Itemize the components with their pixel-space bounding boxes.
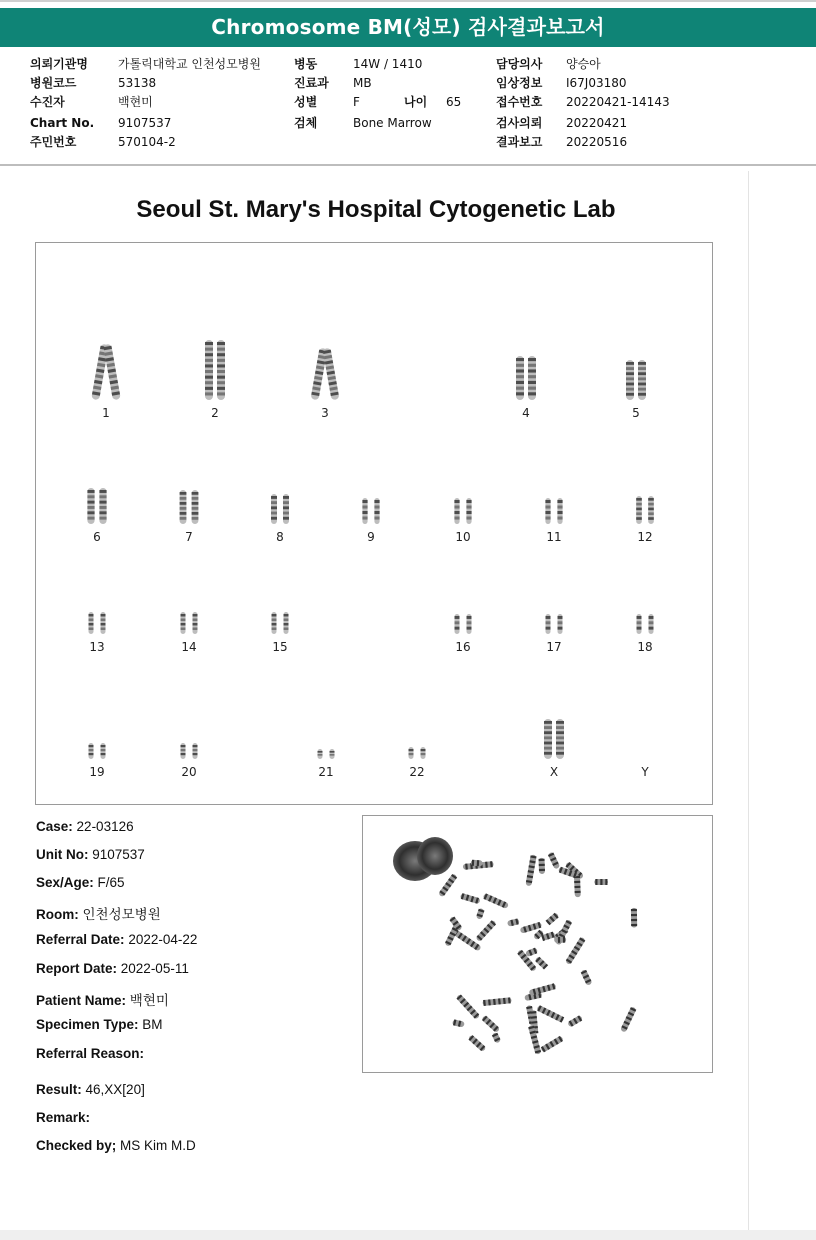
chromosome-pair-graphic (524, 699, 584, 759)
case-detail-label: Unit No: (36, 847, 89, 862)
chromosome-label: 14 (181, 640, 197, 654)
chromosome-label: 21 (318, 765, 334, 779)
remark-label: Remark: (36, 1110, 91, 1125)
chromatid (454, 498, 459, 524)
spread-chromosome (539, 858, 546, 874)
age-value: 65 (446, 95, 462, 109)
spread-chromosome (528, 1025, 542, 1055)
chromatid (284, 612, 289, 634)
info-label: 담당의사 (496, 57, 543, 71)
lab-title: Seoul St. Mary's Hospital Cytogenetic Lab (136, 196, 616, 223)
spread-chromosome (529, 983, 557, 996)
info-label: 병동 (294, 57, 318, 71)
checked-row (36, 1138, 196, 1153)
chromosome-pair-graphic (67, 464, 127, 524)
chromosome-pair-graphic (524, 574, 584, 634)
info-label: 결과보고 (496, 135, 543, 149)
case-detail-label: Case: (36, 819, 73, 834)
chromatid (557, 498, 562, 524)
chromatid (323, 348, 340, 400)
spread-chromosomes (438, 852, 637, 1055)
case-detail-row (36, 989, 169, 1009)
spread-chromosome (471, 860, 483, 867)
chromatid (638, 360, 646, 400)
info-label: 성별 (294, 95, 318, 109)
chromosome-pair-22 (387, 699, 447, 783)
chromatid (528, 356, 536, 400)
chromatid (103, 344, 121, 400)
spread-chromosome (547, 852, 560, 870)
info-value: 53138 (118, 76, 157, 90)
chromatid (87, 488, 94, 524)
chromosome-pair-graphic (76, 340, 136, 400)
spread-chromosome (534, 956, 548, 969)
chromosome-label: 1 (102, 406, 110, 420)
chromatid (193, 743, 198, 759)
info-value: F (353, 95, 360, 109)
info-label: 진료과 (294, 76, 329, 90)
chromosome-pair-graphic (250, 574, 310, 634)
result-row (36, 1082, 145, 1097)
spread-chromosome (475, 920, 496, 943)
chromosome-pair-graphic (615, 574, 675, 634)
metaphase-spread-image (362, 815, 713, 1073)
chromatid (89, 612, 94, 634)
spread-chromosome (525, 947, 538, 957)
chromosome-pair-graphic (185, 340, 245, 400)
chromatid (99, 488, 106, 524)
chromatid (101, 743, 106, 759)
info-column-1 (30, 55, 290, 152)
chromosome-label: Y (641, 765, 649, 779)
header-divider (0, 164, 816, 166)
spread-chromosome (476, 908, 485, 920)
info-value: 백현미 (118, 95, 153, 109)
chromosome-pair-7 (159, 464, 219, 548)
case-detail-value: 2022-05-11 (120, 961, 189, 976)
chromatid (362, 498, 367, 524)
chromosome-label: 2 (211, 406, 219, 420)
chromosome-pair-10 (433, 464, 493, 548)
info-label: 임상정보 (496, 76, 543, 90)
chromosome-pair-9 (341, 464, 401, 548)
chromosome-label: 10 (455, 530, 471, 544)
spread-chromosome (536, 1005, 564, 1023)
spread-chromosome (483, 893, 510, 909)
info-value: 20220516 (566, 135, 628, 149)
chromosome-pair-16 (433, 574, 493, 658)
spread-chromosome (525, 854, 536, 886)
info-value: MB (353, 76, 372, 90)
chromosome-label: 13 (89, 640, 105, 654)
chromatid (636, 496, 642, 524)
chromosome-pair-21 (296, 699, 356, 783)
chromosome-pair-y (615, 699, 675, 783)
chromatid (271, 494, 277, 524)
info-value: 20220421 (566, 116, 628, 130)
chromatid (455, 614, 460, 634)
chromatid (649, 614, 654, 634)
info-label: Chart No. (30, 116, 95, 130)
chromatid (626, 360, 634, 400)
info-label: 의뢰기관명 (30, 57, 88, 71)
chromatid (374, 498, 379, 524)
spread-chromosome (565, 936, 586, 965)
chromosome-label: 4 (522, 406, 530, 420)
chromosome-pair-15 (250, 574, 310, 658)
chromosome-pair-graphic (159, 464, 219, 524)
spread-chromosome (468, 1034, 487, 1052)
chromatid (217, 340, 225, 400)
info-value: 14W / 1410 (353, 57, 423, 71)
info-label: 수진자 (30, 95, 65, 109)
chromosome-label: 19 (89, 765, 105, 779)
chromosome-pair-14 (159, 574, 219, 658)
chromosome-pair-17 (524, 574, 584, 658)
chromatid (421, 747, 426, 759)
chromosome-pair-graphic (496, 340, 556, 400)
chromatid (283, 494, 289, 524)
chromatid (648, 496, 654, 524)
metaphase-spread-svg (363, 816, 712, 1072)
case-detail-row (36, 847, 145, 862)
chromosome-label: X (549, 765, 559, 779)
chromatid (409, 747, 414, 759)
case-detail-row (36, 961, 189, 976)
spread-chromosome (491, 1032, 501, 1044)
case-detail-row (36, 875, 125, 890)
chromosome-pair-graphic (433, 574, 493, 634)
info-label: 접수번호 (496, 95, 543, 109)
case-detail-label: Sex/Age: (36, 875, 94, 890)
spread-chromosome (453, 929, 482, 951)
chromosome-pair-2 (185, 340, 245, 424)
chromosome-pair-20 (159, 699, 219, 783)
report-title: Chromosome BM(성모) 검사결과보고서 (0, 8, 816, 47)
chromosome-pair-19 (67, 699, 127, 783)
chromosome-pair-graphic (615, 464, 675, 524)
chromosome-pair-graphic (606, 340, 666, 400)
info-value: 9107537 (118, 116, 172, 130)
chromatid (181, 612, 186, 634)
chromatid (516, 356, 524, 400)
spread-chromosome (541, 931, 555, 941)
info-label: 검체 (294, 116, 318, 130)
spread-chromosome (580, 969, 592, 986)
chromatid (101, 612, 106, 634)
chromosome-pair-graphic (524, 464, 584, 524)
case-detail-row (36, 932, 197, 947)
chromosome-pair-graphic (250, 464, 310, 524)
chromosome-pair-graphic (159, 574, 219, 634)
chromosome-pair-graphic (296, 699, 356, 759)
chromosome-pair-graphic (295, 340, 355, 400)
info-value: 570104-2 (118, 135, 176, 149)
spread-chromosome (460, 893, 481, 904)
chromosome-pair-12 (615, 464, 675, 548)
spread-chromosome (594, 879, 608, 885)
chromatid (558, 614, 563, 634)
case-detail-label: Patient Name: (36, 993, 127, 1008)
spread-chromosome (507, 918, 520, 927)
chromosome-label: 12 (637, 530, 653, 544)
chromosome-pair-graphic (387, 699, 447, 759)
info-label: 병원코드 (30, 76, 77, 90)
chromosome-label: 11 (546, 530, 562, 544)
info-label: 검사의뢰 (496, 116, 543, 130)
spread-chromosome (481, 1015, 500, 1033)
remark-row (36, 1110, 90, 1125)
case-detail-label: Referral Date: (36, 932, 125, 947)
info-value: I67J03180 (566, 76, 627, 90)
chromosome-pair-1 (76, 340, 136, 424)
chromosome-pair-6 (67, 464, 127, 548)
checked-value: MS Kim M.D (120, 1138, 196, 1153)
chromatid (467, 614, 472, 634)
chromosome-label: 20 (181, 765, 197, 779)
chromosome-pair-graphic (67, 699, 127, 759)
chromosome-pair-3 (295, 340, 355, 424)
chromatid (546, 614, 551, 634)
case-detail-value: 22-03126 (76, 819, 134, 834)
chromosome-pair-13 (67, 574, 127, 658)
case-detail-value: 백현미 (129, 993, 169, 1008)
info-value: 가톨릭대학교 인천성모병원 (118, 57, 261, 71)
chromosome-pair-18 (615, 574, 675, 658)
case-detail-row (36, 903, 161, 923)
case-detail-row (36, 1046, 144, 1061)
chromatid (180, 490, 187, 524)
spread-chromosome (554, 937, 566, 943)
spread-chromosome (620, 1006, 637, 1032)
chromatid (272, 612, 277, 634)
case-detail-value: 9107537 (92, 847, 145, 862)
spread-chromosome (456, 994, 480, 1020)
result-value: 46,XX[20] (85, 1082, 145, 1097)
chromosome-label: 16 (455, 640, 471, 654)
spread-chromosome (545, 912, 559, 925)
case-detail-label: Report Date: (36, 961, 118, 976)
chromosome-pair-graphic (615, 699, 675, 759)
chromosome-label: 9 (367, 530, 375, 544)
info-value: Bone Marrow (353, 116, 432, 130)
info-column-3 (496, 55, 746, 152)
chromatid (192, 490, 199, 524)
case-detail-value: BM (142, 1017, 163, 1032)
case-detail-value: 2022-04-22 (128, 932, 198, 947)
chromatid (89, 743, 94, 759)
age-label: 나이 (404, 95, 428, 109)
chromosome-pair-4 (496, 340, 556, 424)
case-detail-value: 인천성모병원 (82, 907, 161, 922)
chromosome-label: 7 (185, 530, 193, 544)
chromatid (556, 719, 564, 759)
chromosome-pair-5 (606, 340, 666, 424)
case-detail-row (36, 819, 134, 834)
info-column-2 (294, 55, 484, 133)
chromatid (466, 498, 471, 524)
chromosome-label: 22 (409, 765, 425, 779)
nucleus-shape (417, 837, 453, 875)
case-detail-label: Referral Reason: (36, 1046, 145, 1061)
chromatid (205, 340, 213, 400)
page-bottom (0, 1230, 816, 1240)
chromosome-pair-graphic (433, 464, 493, 524)
chromosome-label: 3 (321, 406, 329, 420)
chromosome-pair-graphic (341, 464, 401, 524)
chromatid (637, 614, 642, 634)
chromatid (544, 719, 552, 759)
chromatid (318, 749, 323, 759)
chromatid (330, 749, 335, 759)
chromosome-label: 8 (276, 530, 284, 544)
spread-chromosome (482, 997, 511, 1006)
result-label: Result: (36, 1082, 82, 1097)
chromosome-label: 17 (546, 640, 562, 654)
spread-chromosome (438, 873, 458, 897)
chromosome-label: 15 (272, 640, 288, 654)
spread-chromosome (452, 1019, 465, 1027)
case-detail-label: Room: (36, 907, 79, 922)
chromatid (545, 498, 550, 524)
karyogram-panel (35, 242, 713, 805)
info-value: 20220421-14143 (566, 95, 670, 109)
chromatid (193, 612, 198, 634)
chromosome-pair-graphic (159, 699, 219, 759)
chromosome-label: 6 (93, 530, 101, 544)
chromosome-pair-x (524, 699, 584, 783)
info-label: 주민번호 (30, 135, 77, 149)
case-detail-row (36, 1017, 163, 1032)
chromosome-label: 5 (632, 406, 640, 420)
chromatid (181, 743, 186, 759)
spread-chromosome (540, 1035, 564, 1052)
top-border (0, 0, 816, 2)
info-value: 양승아 (566, 57, 601, 71)
spread-chromosome (631, 908, 637, 928)
chromosome-pair-11 (524, 464, 584, 548)
case-detail-label: Specimen Type: (36, 1017, 139, 1032)
chromosome-pair-graphic (67, 574, 127, 634)
spread-chromosome (567, 1015, 583, 1028)
checked-label: Checked by; (36, 1138, 117, 1153)
case-detail-value: F/65 (97, 875, 125, 890)
chromosome-pair-8 (250, 464, 310, 548)
chromosome-label: 18 (637, 640, 653, 654)
